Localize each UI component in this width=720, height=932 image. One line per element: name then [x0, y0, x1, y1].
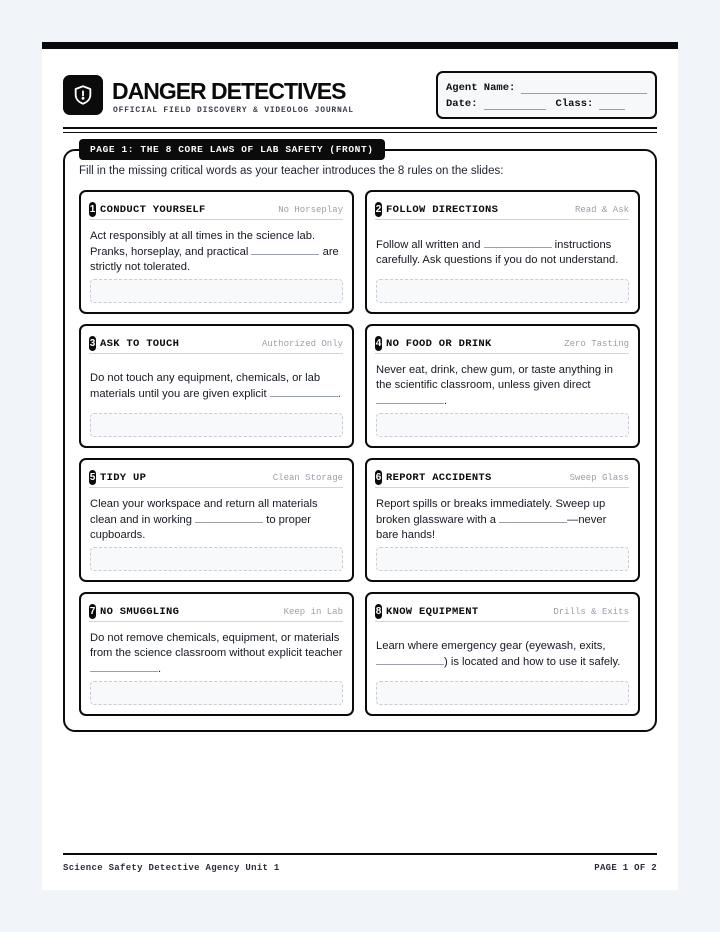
rule-text [90, 494, 344, 546]
rule-tag: Sweep Glass [569, 472, 629, 483]
brand-title: DANGER DETECTIVES [112, 78, 346, 104]
rule-title: NO SMUGGLING [100, 605, 180, 618]
rule-text-after: are strictly not tolerated. [90, 246, 339, 273]
rule-text-after: . [337, 387, 341, 400]
rule-card-3 [79, 324, 354, 448]
rule-card-5 [79, 458, 354, 582]
rule-card-header [375, 200, 629, 220]
rule-card-4 [365, 324, 640, 448]
rule-tag: Keep in Lab [283, 606, 343, 617]
class-field[interactable] [599, 100, 625, 110]
rule-text [376, 226, 630, 278]
rule-card-6 [365, 458, 640, 582]
rule-text-after: instructions carefully. Ask questions if you do not understand. [376, 238, 619, 266]
answer-box[interactable] [90, 681, 343, 705]
rule-text [376, 360, 630, 412]
rule-card-header [89, 334, 343, 354]
rule-text-after: ) is located and how to use it safely. [444, 655, 621, 668]
rule-text-after: . [158, 663, 162, 675]
rule-number-badge: 3 [89, 338, 96, 349]
rule-title: REPORT ACCIDENTS [386, 471, 492, 484]
rule-text-before: Do not remove chemicals, equipment, or materials from the science classroom without explicit teacher [90, 632, 343, 659]
date-label: Date: [446, 98, 478, 110]
fill-in-blank[interactable] [270, 386, 338, 397]
rule-card-8 [365, 592, 640, 716]
footer-divider [63, 853, 657, 855]
class-label: Class: [555, 98, 594, 110]
rule-number-badge: 5 [89, 472, 96, 483]
rule-title: NO FOOD OR DRINK [386, 337, 492, 350]
rule-card-7 [79, 592, 354, 716]
rule-text [90, 628, 344, 680]
rule-text-before: Act responsibly at all times in the science lab. Pranks, horseplay, and practical [90, 230, 316, 258]
agent-info-card [436, 71, 657, 119]
brand-subtitle: OFFICIAL FIELD DISCOVERY & VIDEOLOG JOURNAL [113, 106, 354, 115]
header-divider-thin [63, 132, 657, 133]
rule-number-badge: 4 [375, 338, 382, 349]
fill-in-blank[interactable] [484, 237, 552, 248]
rule-title: KNOW EQUIPMENT [386, 605, 479, 618]
rule-card-2 [365, 190, 640, 314]
rule-text [90, 360, 344, 412]
date-class-row [446, 98, 625, 110]
rule-tag: Drills & Exits [553, 606, 629, 617]
answer-box[interactable] [90, 279, 343, 303]
rule-tag: Read & Ask [574, 204, 629, 215]
agent-name-field[interactable] [521, 84, 647, 94]
answer-box[interactable] [90, 547, 343, 571]
rule-number-badge: 2 [375, 204, 382, 215]
rule-text-before: Report spills or breaks immediately. Sweep up broken glassware with a [376, 498, 606, 526]
rule-tag: Zero Tasting [564, 338, 629, 349]
rule-title: TIDY UP [100, 471, 147, 484]
answer-box[interactable] [90, 413, 343, 437]
rule-number-badge: 7 [89, 606, 96, 617]
rule-text-before: Clean your workspace and return all materials clean and in working [90, 498, 318, 526]
fill-in-blank[interactable] [499, 512, 567, 523]
fill-in-blank[interactable] [251, 244, 319, 255]
rule-text-after: to proper cupboards. [90, 514, 311, 541]
answer-box[interactable] [376, 547, 629, 571]
rule-card-header [375, 334, 629, 354]
worksheet-page [42, 42, 678, 890]
agent-name-label: Agent Name: [446, 82, 516, 94]
answer-box[interactable] [376, 413, 629, 437]
rule-text-after: . [444, 395, 448, 407]
rule-title: FOLLOW DIRECTIONS [386, 203, 499, 216]
fill-in-blank[interactable] [376, 654, 444, 665]
page-section-label: PAGE 1: THE 8 CORE LAWS OF LAB SAFETY (FRONT) [79, 139, 385, 160]
rule-text [376, 494, 630, 546]
shield-alert-icon [63, 75, 103, 115]
fill-in-blank[interactable] [376, 393, 444, 404]
rule-card-header [89, 468, 343, 488]
rule-card-header [89, 200, 343, 220]
footer-unit-label: Science Safety Detective Agency Unit 1 [63, 863, 280, 873]
rule-tag: Clean Storage [272, 472, 343, 483]
rule-text-before: Follow all written and [376, 238, 484, 251]
date-field[interactable] [484, 100, 546, 110]
rule-text-after: —never bare hands! [376, 514, 607, 541]
rule-card-header [375, 602, 629, 622]
rule-title: CONDUCT YOURSELF [100, 203, 206, 216]
fill-in-blank[interactable] [90, 661, 158, 672]
rule-card-header [89, 602, 343, 622]
rule-card-1 [79, 190, 354, 314]
rule-number-badge: 1 [89, 204, 96, 215]
agent-name-row [446, 82, 647, 94]
rule-title: ASK TO TOUCH [100, 337, 180, 350]
rule-number-badge: 6 [375, 472, 382, 483]
answer-box[interactable] [376, 681, 629, 705]
rule-tag: No Horseplay [278, 204, 343, 215]
rule-text [376, 628, 630, 680]
answer-box[interactable] [376, 279, 629, 303]
rule-text-before: Never eat, drink, chew gum, or taste anything in the scientific classroom, unless given direct [376, 364, 613, 391]
header-divider [63, 127, 657, 129]
fill-in-blank[interactable] [195, 512, 263, 523]
rule-card-header [375, 468, 629, 488]
footer-page-number: PAGE 1 OF 2 [594, 863, 657, 873]
rule-text [90, 226, 344, 278]
instructions-text: Fill in the missing critical words as your teacher introduces the 8 rules on the slides: [79, 165, 504, 177]
rule-tag: Authorized Only [261, 338, 343, 349]
rule-number-badge: 8 [375, 606, 382, 617]
rule-text-before: Learn where emergency gear (eyewash, exits, [376, 639, 606, 652]
rule-text-before: Do not touch any equipment, chemicals, or lab materials until you are given explicit [90, 371, 321, 400]
